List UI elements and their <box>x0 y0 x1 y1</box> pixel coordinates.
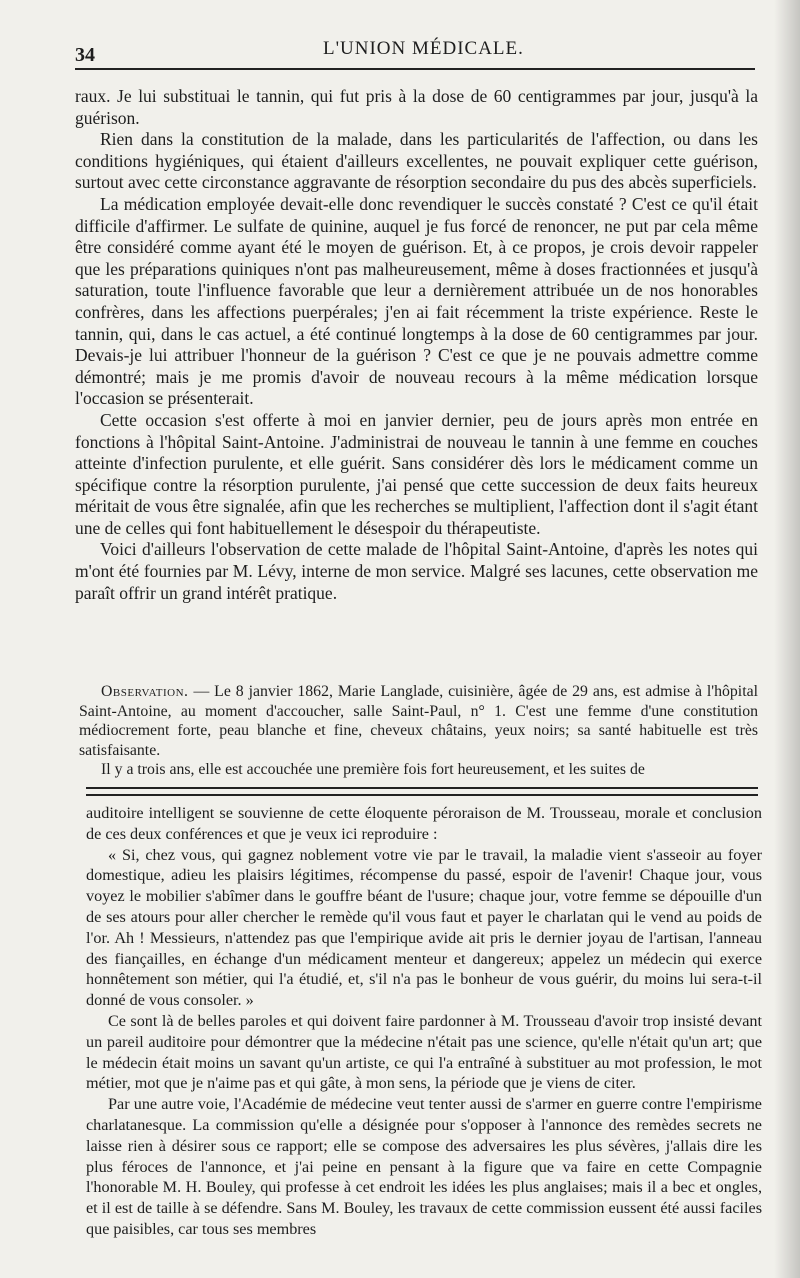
header-rule <box>75 68 755 70</box>
paragraph: Cette occasion s'est offerte à moi en janvier dernier, peu de jours après mon entrée en fonctions à l'hôpital Saint-Antoine. J'administrai de nouveau le tannin à une femme en couches atteinte d'infection purulente, et elle guérit. Sans considérer dès lors le médicament comme un spécifique contre la résorption purulente, j'ai pensé que cette succession de deux faits heureux méritait de vous être signalée, afin que les recherches se multiplient, l'affection dont il s'agit étant une de celles qui font habituellement le désespoir du thérapeutiste. <box>75 409 758 538</box>
paragraph: Par une autre voie, l'Académie de médecine veut tenter aussi de s'armer en guerre contre l'empirisme charlatanesque. La commission qu'elle a désignée pour s'opposer à l'annonce des remèdes secrets ne laisse rien à désirer sous ce rapport; elle se compose des adversaires les plus sévères, j'allais dire les plus féroces de l'annonce, et j'ai peine en pensant à la figure que va faire en cette Compagnie l'honorable M. H. Bouley, qui professe à cet endroit les idées les plus anglaises; mais il a bec et ongles, et il est de taille à se défendre. Sans M. Bouley, les travaux de cette commission eussent été aussi faciles que paisibles, car tous ses membres <box>86 1095 762 1238</box>
paragraph: Voici d'ailleurs l'observation de cette malade de l'hôpital Saint-Antoine, d'après les notes qui m'ont été fournies par M. Lévy, interne de mon service. Malgré ses lacunes, cette observation me paraît offrir un grand intérêt pratique. <box>75 539 758 603</box>
paragraph: Ce sont là de belles paroles et qui doivent faire pardonner à M. Trousseau d'avoir trop insisté devant un pareil auditoire pour démontrer que la médecine n'était pas une science, qu'elle n'était qu'un art; que le médecin était moins un savant qu'un artiste, ce qui l'a entraîné à substituer au mot profession, le mot métier, mot que je n'aime pas et qui gâte, à mon sens, la période que je viens de citer. <box>86 1011 762 1093</box>
page-edge-shadow <box>774 0 800 1278</box>
observation-text: — Le 8 janvier 1862, Marie Langlade, cuisinière, âgée de 29 ans, est admise à l'hôpital Saint-Antoine, au moment d'accoucher, salle Saint-Paul, n° 1. C'est une femme d'une constitution médiocrement forte, peau blanche et fine, cheveux châtains, yeux noirs; sa santé habituelle est très satisfaisante. <box>79 683 758 759</box>
feuilleton-separator <box>86 787 758 796</box>
page-number: 34 <box>75 44 95 66</box>
observation-paragraph: Il y a trois ans, elle est accouchée une première fois fort heureusement, et les suites de <box>101 761 645 778</box>
page-header <box>75 34 755 68</box>
paragraph: Rien dans la constitution de la malade, dans les particularités de l'affection, ou dans les conditions hygiéniques, qui étaient d'ailleurs excellentes, ne pouvait expliquer cette guérison, surtout avec cette circonstance aggravante de résorption secondaire du pus des abcès superficiels. <box>75 129 758 193</box>
observation-paragraph <box>79 682 758 760</box>
quotation-paragraph: « Si, chez vous, qui gagnez noblement votre vie par le travail, la maladie vient s'asseoir au foyer domestique, adieu les plaisirs légitimes, récompense du passé, espoir de l'avenir! Chaque jour, vous voyez le mobilier s'abîmer dans le gouffre béant de l'usure; chaque jour, votre femme se dépouille d'un de ses atours pour aller chercher le remède qu'il vous faut et payer le charlatan qui le vend au poids de l'or. Ah ! Messieurs, n'attendez pas que l'empirique avide ait pris le dernier joyau de l'artisan, l'anneau des fiançailles, en échange d'un médicament menteur et dangereux; appelez un médecin qui exerce honnêtement son métier, qui l'a étudié, et, s'il n'a pas le bonheur de vous guérir, du moins lui sera-t-il donné de vous consoler. » <box>86 845 762 1010</box>
main-article-text <box>75 86 758 604</box>
paragraph: raux. Je lui substituai le tannin, qui fut pris à la dose de 60 centigrammes par jour, jusqu'à la guérison. <box>75 86 758 128</box>
feuilleton-text <box>86 803 762 1240</box>
observation-label: Observation. <box>101 683 189 700</box>
running-title: L'UNION MÉDICALE. <box>323 38 524 59</box>
paragraph: auditoire intelligent se souvienne de cette éloquente péroraison de M. Trousseau, morale et conclusion de ces deux conférences et que je veux ici reproduire : <box>86 804 762 843</box>
observation-section <box>79 682 758 780</box>
paragraph: La médication employée devait-elle donc revendiquer le succès constaté ? C'est ce qu'il était difficile d'affirmer. Le sulfate de quinine, auquel je fus forcé de renoncer, ne put par cela même être considéré comme ayant été le moyen de guérison. Et, à ce propos, je crois devoir rappeler que les préparations quiniques n'ont pas malheureusement, même à doses fractionnées et jusqu'à saturation, toute l'influence favorable que leur a dernièrement attribuée un de nos honorables confrères, dans les affections puerpérales; j'en ai fait récemment la triste expérience. Reste le tannin, qui, dans le cas actuel, a été continué longtemps à la dose de 60 centigrammes par jour. Devais-je lui attribuer l'honneur de la guérison ? C'est ce que je ne pouvais admettre comme démontré; mais je me promis d'avoir de nouveau recours à la même médication lorsque l'occasion se présenterait. <box>75 193 758 409</box>
